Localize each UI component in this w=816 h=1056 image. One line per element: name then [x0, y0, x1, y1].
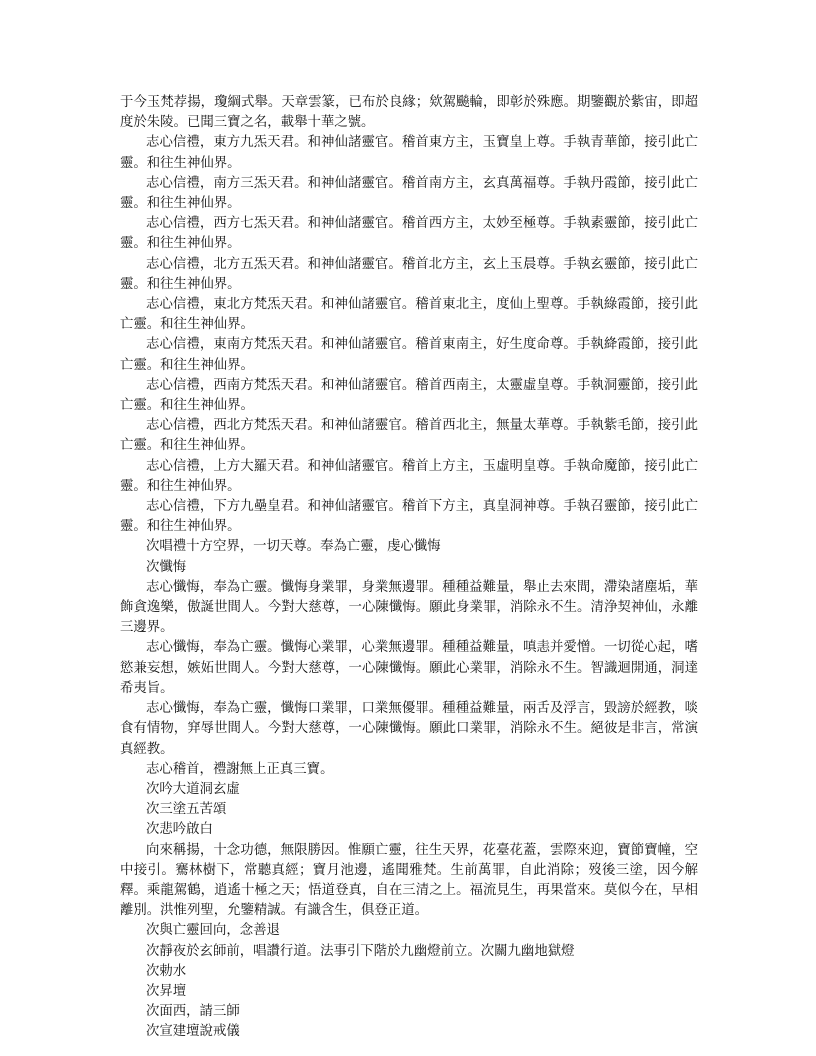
paragraph: 志心信禮，東方九炁天君。和神仙諸靈官。稽首東方主，玉寶皇上尊。手執青華節，接引此亡靈。和往生神仙界。	[120, 135, 698, 171]
paragraph: 次吟大道洞玄虛	[146, 781, 240, 797]
document-body	[120, 93, 698, 1043]
paragraph: 志心信禮，西方七炁天君。和神仙諸靈官。稽首西方主，太妙至極尊。手執素靈節，接引此亡靈。和往生神仙界。	[120, 216, 698, 252]
paragraph: 志心信禮，南方三炁天君。和神仙諸靈官。稽首南方主，玄真萬福尊。手執丹霞節，接引此亡靈。和往生神仙界。	[120, 175, 698, 212]
paragraph: 次勅水	[146, 963, 187, 979]
paragraph: 志心稽首，禮謝無上正真三寶。	[146, 761, 334, 777]
paragraph: 志心信禮，北方五炁天君。和神仙諸靈官。稽首北方主，玄上玉晨尊。手執玄靈節，接引此亡靈。和往生神仙界。	[120, 256, 698, 292]
paragraph: 志心信禮，下方九壘皇君。和神仙諸靈官。稽首下方主，真皇洞神尊。手執召靈節，接引此亡靈。和往生神仙界。	[120, 499, 698, 535]
paragraph: 次三塗五苦頌	[146, 802, 227, 818]
paragraph: 次唱禮十方空界，一切天尊。奉為亡靈，虔心懺悔	[146, 539, 441, 555]
paragraph: 志心信禮，西北方梵炁天君。和神仙諸靈官。稽首西北主，無量太華尊。手執紫毛節，接引此亡靈。和往生神仙界。	[120, 418, 698, 454]
paragraph: 次悲吟啟白	[146, 822, 213, 838]
paragraph: 志心信禮，上方大羅天君。和神仙諸靈官。稽首上方主，玉虛明皇尊。手執命魔節，接引此亡靈。和往生神仙界。	[120, 458, 698, 494]
paragraph: 志心信禮，東南方梵炁天君。和神仙諸靈官。稽首東南主，好生度命尊。手執絳霞節，接引此亡靈。和往生神仙界。	[120, 337, 698, 373]
paragraph: 次宣建壇說戒儀	[146, 1024, 240, 1040]
paragraph: 次與亡靈回向，念善退	[146, 923, 280, 939]
paragraph: 志心懺悔，奉為亡靈，懺悔口業罪，口業無優罪。種種益難量，兩舌及浮言，毀謗於經教，啖食有情物，穽辱世間人。今對大慈尊，一心陳懺悔。願此口業罪，消除永不生。絕彼是非言，常演真經教。	[120, 701, 698, 757]
paragraph: 次昇壇	[146, 983, 187, 999]
paragraph: 次懺悔	[146, 559, 187, 575]
paragraph: 于今玉梵荐揚，瓊綱式舉。天章雲篆，已布於良緣；欸駕飈輪，即彰於殊應。期鑒觀於紫宙，即超度於朱陵。已聞三寶之名，載舉十華之號。	[120, 95, 698, 131]
paragraph: 向來稱揚，十念功德，無限勝因。惟願亡靈，往生天界，花臺花蓋，雲際來迎，寶節寶幢，空中接引。騫林樹下，常聽真經；寶月池邊，遙聞雅梵。生前萬罪，自此消除；歿後三塗，因今解釋。乘龍駕鶴，逍遙十極之天；悟道登真，自在三清之上。福流見生，再果當來。莫似今在，早相離別。洪惟列聖，允鑒精誠。有識含生，俱登正道。	[120, 842, 698, 919]
paragraph: 次面西，請三師	[146, 1004, 240, 1020]
paragraph: 志心懺悔，奉為亡靈。懺悔心業罪，心業無邊罪。種種益難量，嗔恚并愛憎。一切從心起，嗜慾兼妄想，嫉妬世間人。今對大慈尊，一心陳懺悔。願此心業罪，消除永不生。智識迴開通，洞達希夷旨。	[120, 640, 698, 696]
paragraph: 志心信禮，西南方梵炁天君。和神仙諸靈官。稽首西南主，太靈虛皇尊。手執洞靈節，接引此亡靈。和往生神仙界。	[120, 377, 698, 414]
paragraph: 次靜夜於玄師前，唱讚行道。法事引下階於九幽燈前立。次關九幽地獄燈	[146, 943, 575, 959]
paragraph: 志心懺悔，奉為亡靈。懺悔身業罪，身業無邊罪。種種益難量，舉止去來間，滯染諸塵垢，華飾貪逸樂，傲誕世間人。今對大慈尊，一心陳懺悔。願此身業罪，消除永不生。清浄契神仙，永離三邊界。	[120, 579, 698, 636]
paragraph: 志心信禮，東北方梵炁天君。和神仙諸靈官。稽首東北主，度仙上聖尊。手執綠霞節，接引此亡靈。和往生神仙界。	[120, 297, 698, 333]
